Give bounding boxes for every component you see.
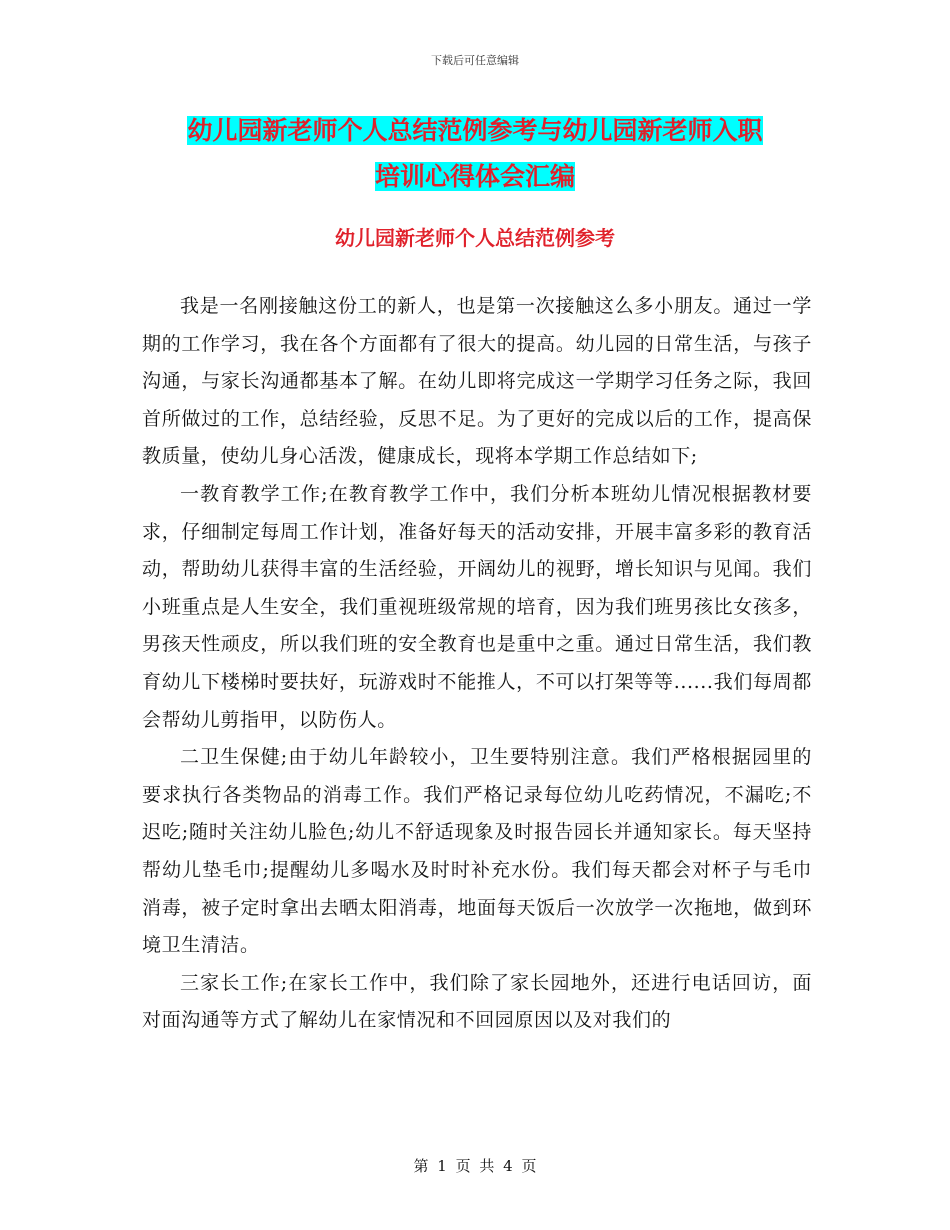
section-heading: 幼儿园新老师个人总结范例参考 bbox=[335, 226, 615, 250]
body-text bbox=[142, 288, 812, 1040]
paragraph-teaching: 一教育教学工作;在教育教学工作中，我们分析本班幼儿情况根据教材要求，仔细制定每周工作计划，准备好每天的活动安排，开展丰富多彩的教育活动，帮助幼儿获得丰富的生活经验，开阔幼儿的视野，增长知识与见闻。我们小班重点是人生安全，我们重视班级常规的培育，因为我们班男孩比女孩多，男孩天性顽皮，所以我们班的安全教育也是重中之重。通过日常生活，我们教育幼儿下楼梯时要扶好，玩游戏时不能推人，不可以打架等等......我们每周都会帮幼儿剪指甲，以防伤人。 bbox=[142, 482, 812, 731]
paragraph-hygiene: 二卫生保健;由于幼儿年龄较小，卫生要特别注意。我们严格根据园里的要求执行各类物品的消毒工作。我们严格记录每位幼儿吃药情况，不漏吃;不迟吃;随时关注幼儿脸色;幼儿不舒适现象及时报告园长并通知家长。每天坚持帮幼儿垫毛巾;提醒幼儿多喝水及时时补充水份。我们每天都会对杯子与毛巾消毒，被子定时拿出去晒太阳消毒，地面每天饭后一次放学一次拖地，做到环境卫生清洁。 bbox=[142, 746, 812, 957]
paragraph-parents: 三家长工作;在家长工作中，我们除了家长园地外，还进行电话回访，面对面沟通等方式了解幼儿在家情况和不回园原因以及对我们的 bbox=[142, 971, 812, 1032]
document-title-line-1: 幼儿园新老师个人总结范例参考与幼儿园新老师入职 bbox=[187, 116, 763, 145]
document-title bbox=[120, 108, 830, 200]
paragraph-intro: 我是一名刚接触这份工的新人，也是第一次接触这么多小朋友。通过一学期的工作学习，我在各个方面都有了很大的提高。幼儿园的日常生活，与孩子沟通，与家长沟通都基本了解。在幼儿即将完成这一学期学习任务之际，我回首所做过的工作，总结经验，反思不足。为了更好的完成以后的工作，提高保教质量，使幼儿身心活泼，健康成长，现将本学期工作总结如下; bbox=[142, 295, 812, 468]
header-note: 下载后可任意编辑 bbox=[431, 54, 519, 67]
document-title-line-2: 培训心得体会汇编 bbox=[374, 162, 575, 191]
page-number-footer: 第 1 页 共 4 页 bbox=[413, 1157, 537, 1175]
